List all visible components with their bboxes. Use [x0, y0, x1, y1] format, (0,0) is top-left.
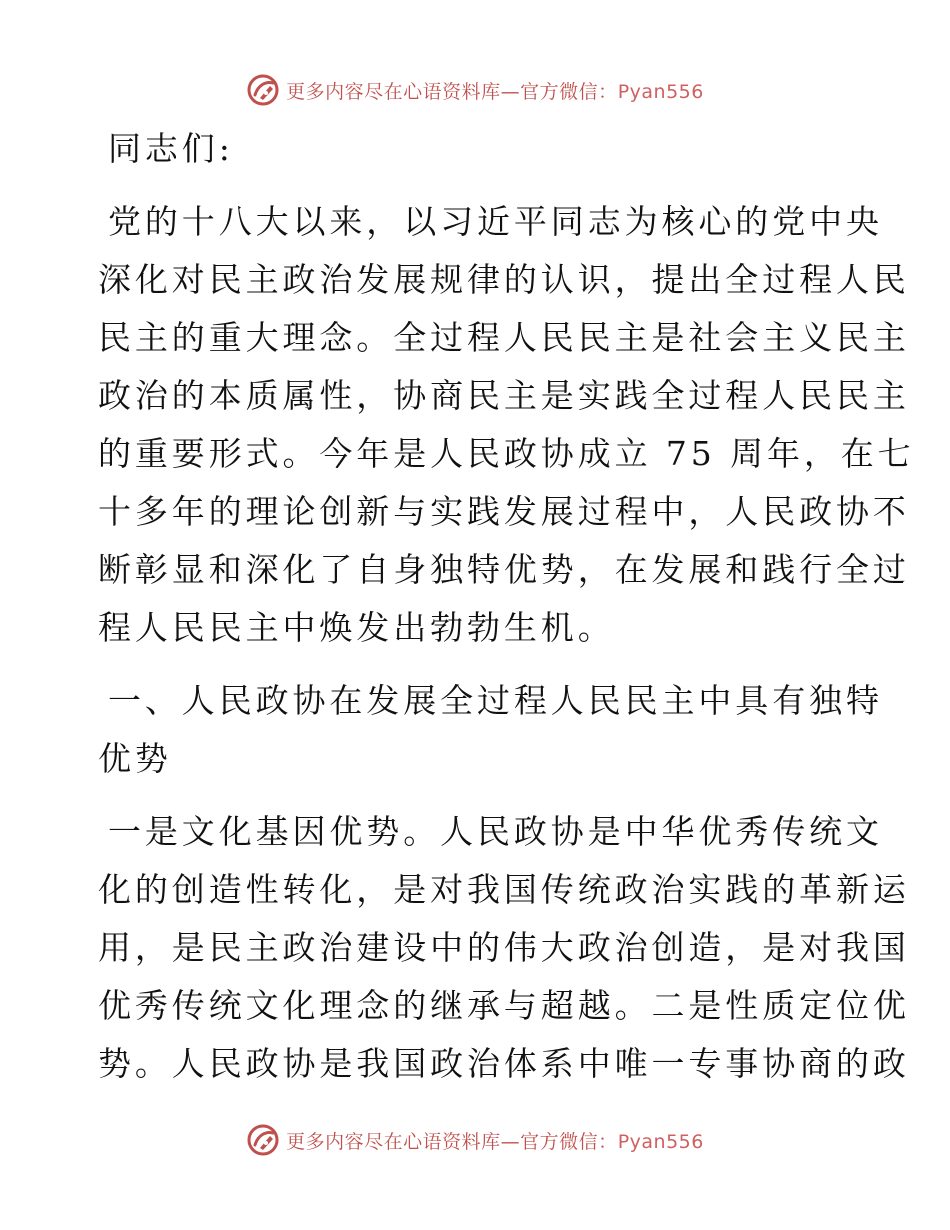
paragraph-line: 优秀传统文化理念的继承与超越。二是性质定位优	[98, 986, 910, 1025]
banner-wechat-label: 官方微信：	[520, 1130, 618, 1153]
header-banner	[0, 70, 950, 110]
heading-line: 一、人民政协在发展全过程人民民主中具有独特	[108, 681, 883, 720]
salutation: 同志们:	[108, 129, 234, 168]
banner-text	[286, 1127, 704, 1154]
banner-separator: —	[500, 1130, 521, 1153]
paragraph-line: 化的创造性转化，是对我国传统政治实践的革新运	[98, 870, 910, 909]
section-heading	[98, 672, 883, 788]
banner-title: 更多内容尽在心语资料库	[286, 1130, 501, 1153]
banner-wechat-id: Pyan556	[617, 1130, 704, 1153]
paragraph-line: 政治的本质属性，协商民主是实践全过程人民民主	[98, 376, 910, 415]
paragraph-line: 用，是民主政治建设中的伟大政治创造，是对我国	[98, 928, 910, 967]
pen-swirl-logo-icon	[246, 73, 280, 107]
paragraph-line: 势。人民政协是我国政治体系中唯一专事协商的政	[98, 1044, 910, 1083]
banner-title: 更多内容尽在心语资料库	[286, 80, 501, 103]
paragraph-line: 断彰显和深化了自身独特优势，在发展和践行全过	[98, 550, 910, 589]
paragraph-intro	[98, 193, 915, 657]
heading-line: 优势	[98, 739, 172, 778]
banner-separator: —	[500, 80, 521, 103]
banner-text	[286, 77, 704, 104]
paragraph-line: 深化对民主政治发展规律的认识，提出全过程人民	[98, 260, 910, 299]
paragraph-line: 的重要形式。今年是人民政协成立 75 周年，在七	[98, 434, 915, 473]
document-body	[98, 120, 915, 1093]
paragraph-line: 一是文化基因优势。人民政协是中华优秀传统文	[108, 812, 883, 851]
footer-banner	[0, 1120, 950, 1160]
paragraph-line: 程人民民主中焕发出勃勃生机。	[98, 608, 615, 647]
pen-swirl-logo-icon	[246, 1123, 280, 1157]
paragraph-line: 党的十八大以来，以习近平同志为核心的党中央	[108, 202, 883, 241]
paragraph-line: 民主的重大理念。全过程人民民主是社会主义民主	[98, 318, 910, 357]
paragraph-line: 十多年的理论创新与实践发展过程中，人民政协不	[98, 492, 910, 531]
banner-wechat-label: 官方微信：	[520, 80, 618, 103]
banner-wechat-id: Pyan556	[617, 80, 704, 103]
paragraph-advantages	[98, 803, 910, 1093]
